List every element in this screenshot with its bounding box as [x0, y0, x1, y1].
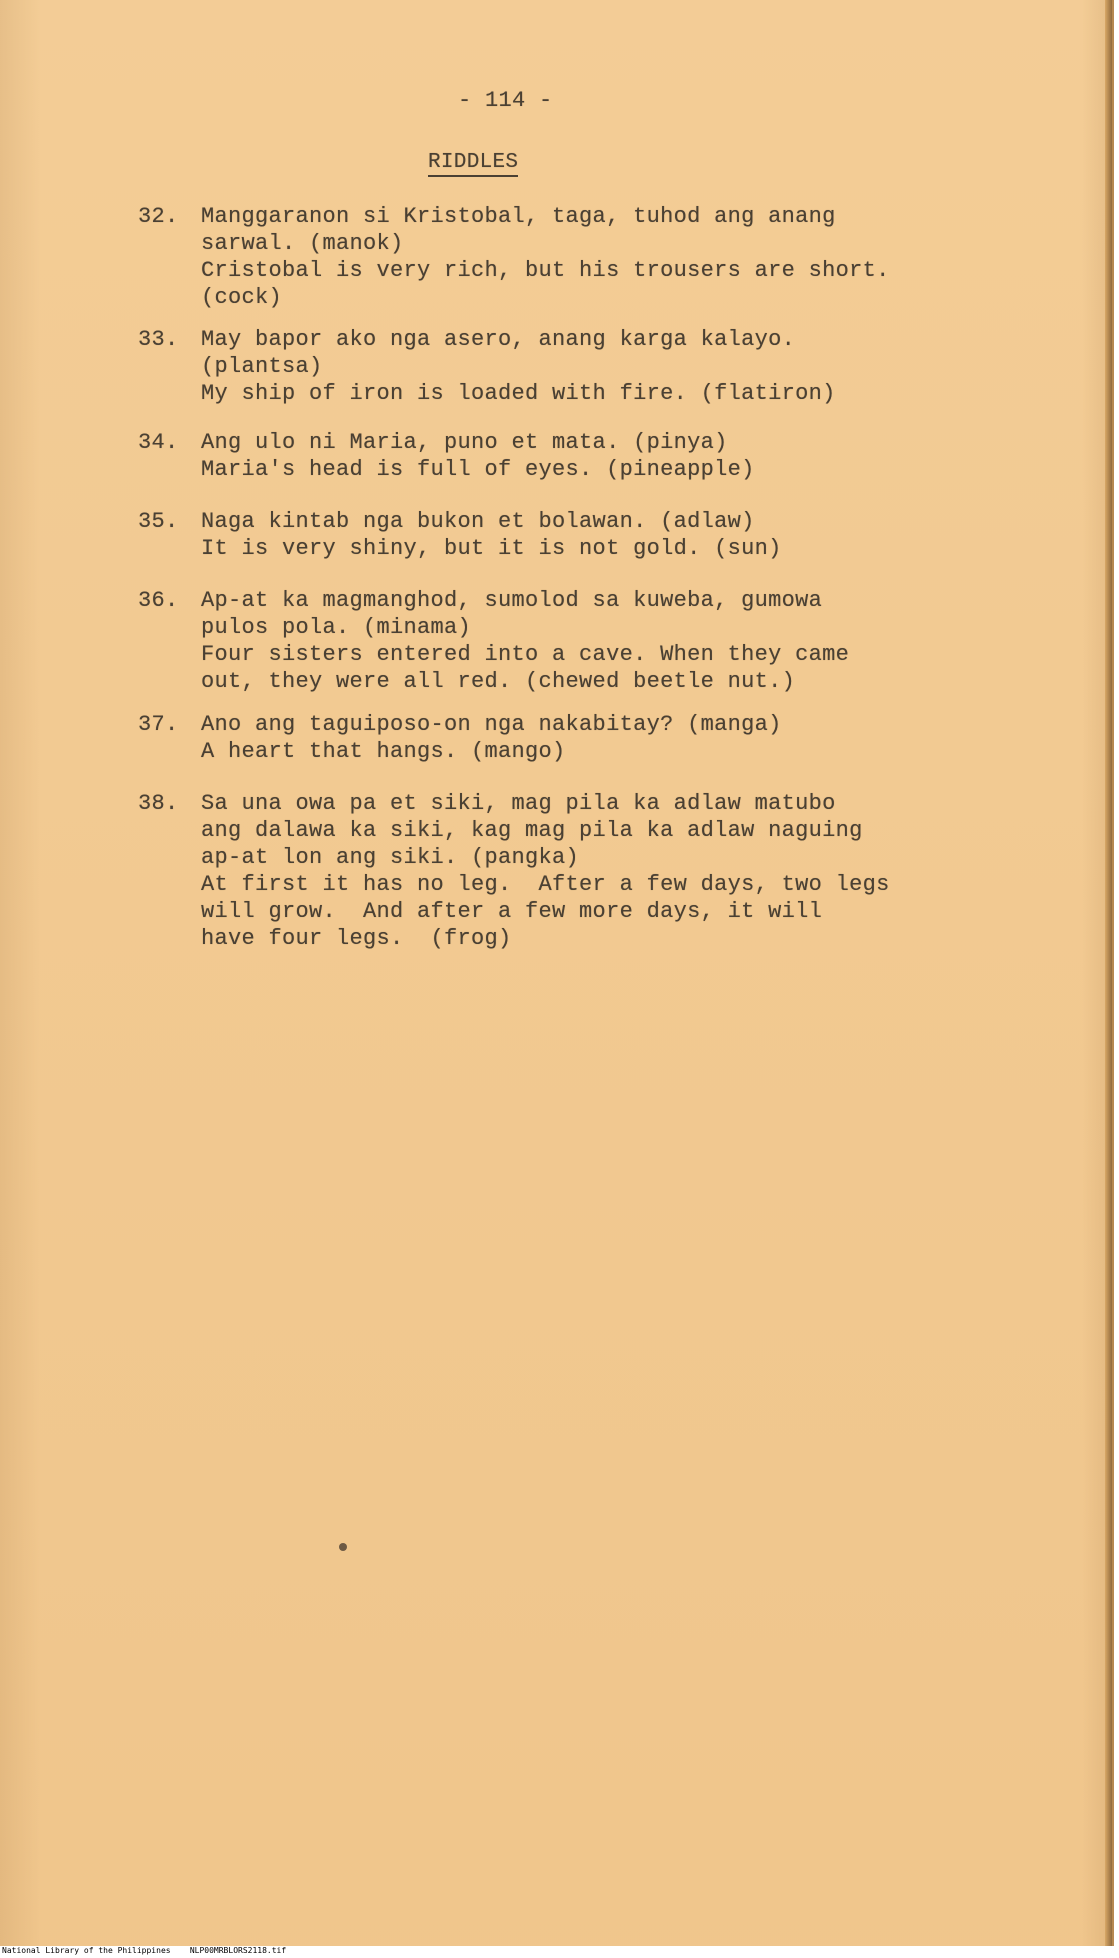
riddle-text: [201, 326, 1021, 407]
riddle-line: It is very shiny, but it is not gold. (sun): [201, 536, 782, 561]
riddle-line: ap-at lon ang siki. (pangka): [201, 845, 580, 870]
riddle-line: Ap-at ka magmanghod, sumolod sa kuweba, gumowa: [201, 588, 823, 613]
riddle-line: Manggaranon si Kristobal, taga, tuhod ang anang: [201, 204, 836, 229]
riddle-text: [201, 790, 1021, 952]
riddle-text: [201, 203, 1021, 311]
riddle-line: Ang ulo ni Maria, puno et mata. (pinya): [201, 430, 728, 455]
riddle-number: 38.: [138, 791, 179, 816]
riddle-number: 36.: [138, 588, 179, 613]
riddle-line: ang dalawa ka siki, kag mag pila ka adlaw naguing: [201, 818, 863, 843]
riddle-line: A heart that hangs. (mango): [201, 739, 566, 764]
riddle-number: 37.: [138, 712, 179, 737]
riddle-line: Ano ang taguiposo-on nga nakabitay? (manga): [201, 712, 782, 737]
riddle-text: [201, 508, 1021, 562]
riddle-number: 33.: [138, 327, 179, 352]
riddle-line: have four legs. (frog): [201, 926, 512, 951]
page-number: - 114 -: [458, 88, 553, 113]
riddle-line: My ship of iron is loaded with fire. (flatiron): [201, 381, 836, 406]
riddle-line: May bapor ako nga asero, anang karga kalayo.: [201, 327, 796, 352]
archive-footer: National Library of the Philippines NLP00MRBLORS2118.tif: [2, 1946, 287, 1955]
riddle-line: pulos pola. (minama): [201, 615, 472, 640]
riddle-line: will grow. And after a few more days, it will: [201, 899, 823, 924]
riddle-line: Cristobal is very rich, but his trousers are short.: [201, 258, 890, 283]
riddle-number: 34.: [138, 430, 179, 455]
riddle-line: Maria's head is full of eyes. (pineapple): [201, 457, 755, 482]
page-edge: [1105, 0, 1112, 1946]
riddle-line: Sa una owa pa et siki, mag pila ka adlaw matubo: [201, 791, 836, 816]
riddle-line: Naga kintab nga bukon et bolawan. (adlaw): [201, 509, 755, 534]
riddle-line: (cock): [201, 285, 283, 310]
riddle-text: [201, 429, 1021, 483]
riddle-line: At first it has no leg. After a few days, two legs: [201, 872, 890, 897]
riddle-text: [201, 587, 1021, 695]
riddle-text: [201, 711, 1021, 765]
riddle-line: sarwal. (manok): [201, 231, 404, 256]
riddle-number: 32.: [138, 204, 179, 229]
ink-speck: [339, 1543, 347, 1551]
riddle-line: out, they were all red. (chewed beetle nut.): [201, 669, 796, 694]
riddle-line: (plantsa): [201, 354, 323, 379]
section-heading: RIDDLES: [428, 152, 518, 177]
riddle-line: Four sisters entered into a cave. When they came: [201, 642, 850, 667]
riddle-number: 35.: [138, 509, 179, 534]
